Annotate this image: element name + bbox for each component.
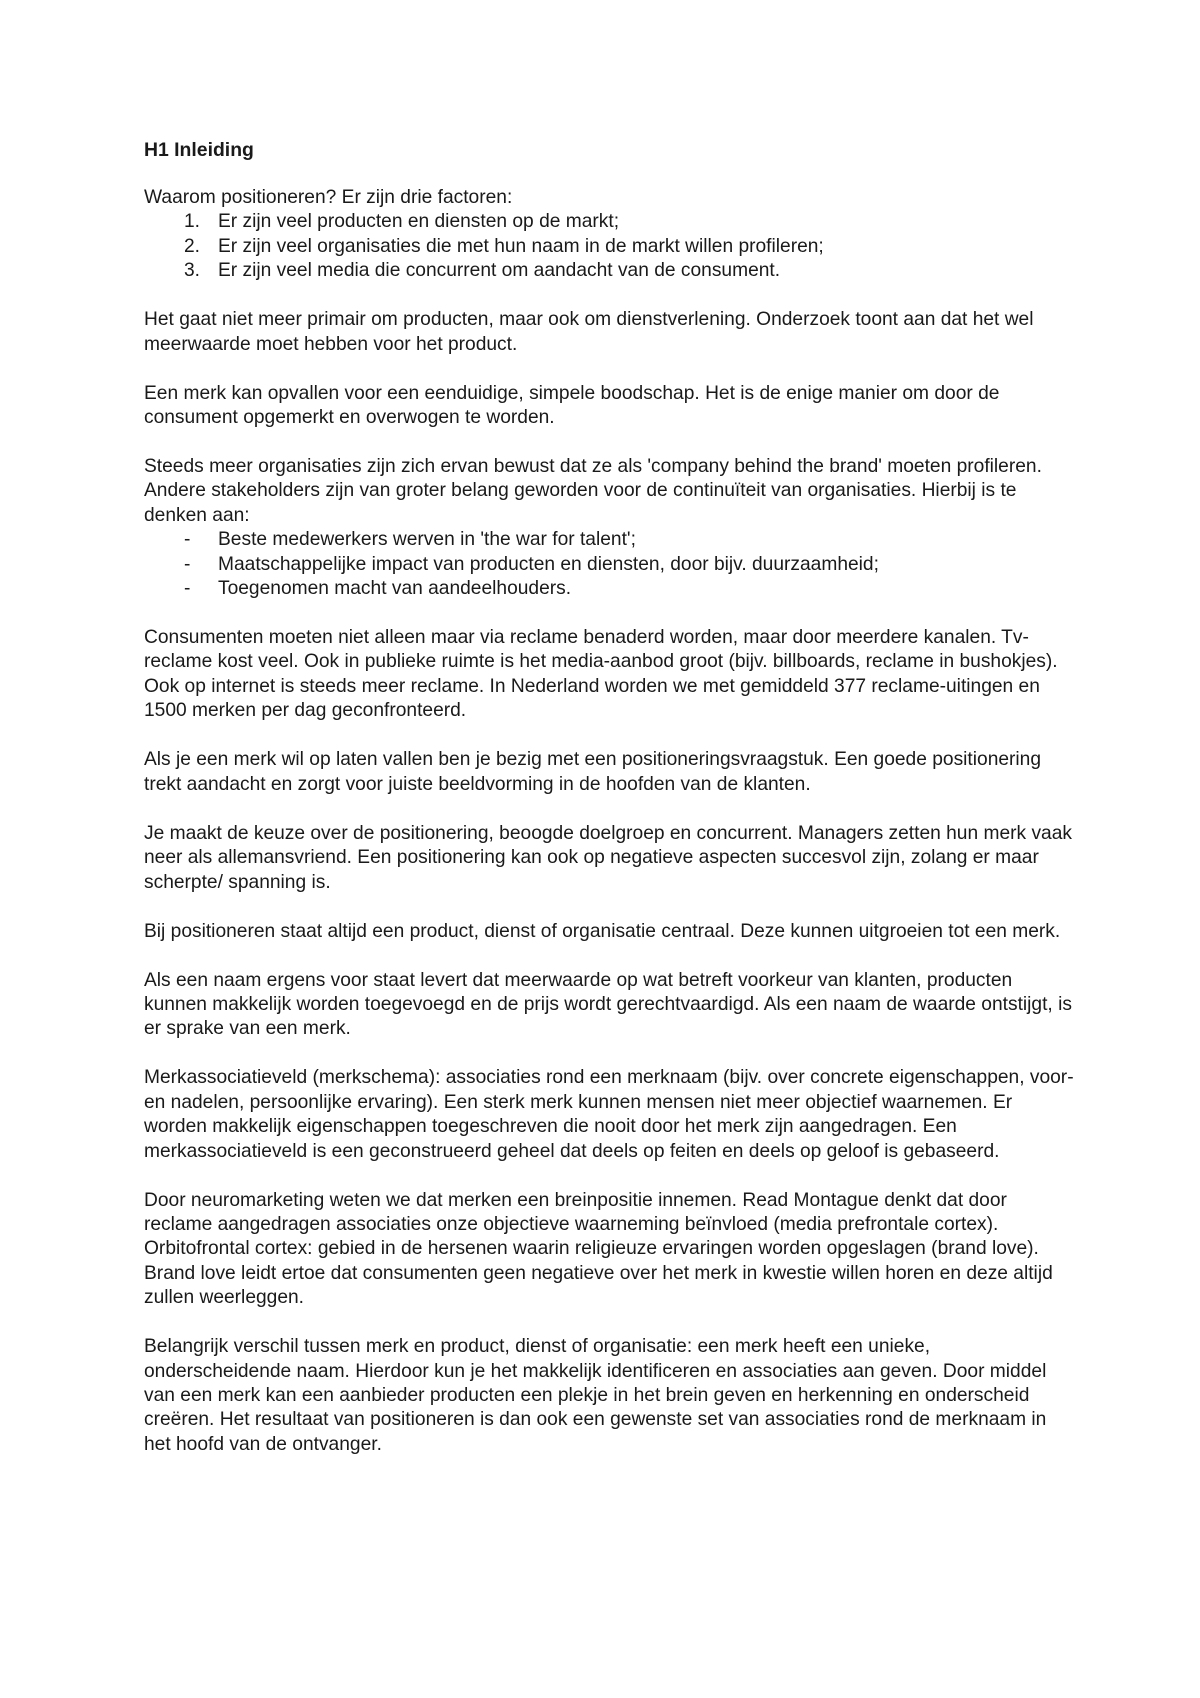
list-item-text: Er zijn veel media die concurrent om aandacht van de consument.	[218, 260, 781, 282]
list-number: 1.	[184, 211, 201, 233]
factors-list	[144, 210, 1074, 283]
paragraph-channels: Consumenten moeten niet alleen maar via reclame benaderd worden, maar door meerdere kanalen. Tv-reclame kost veel. Ook in publieke ruimte is het media-aanbod groot (bijv. billboards, reclame in bushokjes). Ook op internet is steeds meer reclame. In Nederland worden we met gemiddeld 377 reclame-uitingen en 1500 merken per dag geconfronteerd.	[144, 627, 1058, 722]
list-item	[144, 528, 1074, 552]
list-item	[144, 553, 1074, 577]
list-item-text: Er zijn veel organisaties die met hun naam in de markt willen profileren;	[218, 235, 824, 257]
paragraph-brand-vs-product: Belangrijk verschil tussen merk en product, dienst of organisatie: een merk heeft een unieke, onderscheidende naam. Hierdoor kun je het makkelijk identificeren en associaties aan geven. Door middel van een merk kan een aanbieder producten een plekje in het brein geven en herkenning en onderscheid creëren. Het resultaat van positioneren is dan ook een gewenste set van associaties rond de merknaam in het hoofd van de ontvanger.	[144, 1336, 1047, 1455]
paragraph-simple-message: Een merk kan opvallen voor een eenduidige, simpele boodschap. Het is de enige manier om door de consument opgemerkt en overwogen te worden.	[144, 382, 1000, 429]
list-number: 3.	[184, 260, 201, 282]
list-item	[144, 577, 1074, 601]
paragraph-positioning-question: Als je een merk wil op laten vallen ben je bezig met een positioneringsvraagstuk. Een goede positionering trekt aandacht en zorgt voor juiste beeldvorming in de hoofden van de klanten.	[144, 749, 1042, 795]
paragraph-services: Het gaat niet meer primair om producten, maar ook om dienstverlening. Onderzoek toont aan dat het wel meerwaarde moet hebben voor het product.	[144, 309, 1034, 355]
paragraph-neuromarketing: Door neuromarketing weten we dat merken een breinpositie innemen. Read Montague denkt dat door reclame aangedragen associaties onze objectieve waarneming beïnvloed (media prefrontale cortex). Orbitofrontal cortex: gebied in de hersenen waarin religieuze ervaringen worden opgeslagen (brand love). Brand love leidt ertoe dat consumenten geen negatieve over het merk in kwestie willen horen en deze altijd zullen weerleggen.	[144, 1189, 1053, 1309]
list-item	[144, 259, 1074, 283]
intro-paragraph: Waarom positioneren? Er zijn drie factoren:	[144, 187, 513, 208]
list-item-text: Beste medewerkers werven in 'the war for talent';	[218, 529, 636, 551]
paragraph-central-subject: Bij positioneren staat altijd een product, dienst of organisatie centraal. Deze kunnen uitgroeien tot een merk.	[144, 920, 1061, 942]
list-dash: -	[184, 529, 191, 551]
list-item-text: Toegenomen macht van aandeelhouders.	[218, 578, 572, 600]
list-item	[144, 235, 1074, 259]
paragraph-positioning-choice: Je maakt de keuze over de positionering, beoogde doelgroep en concurrent. Managers zetten hun merk vaak neer als allemansvriend. Een positionering kan ook op negatieve aspecten succesvol zijn, zolang er maar scherpte/ spanning is.	[144, 822, 1072, 893]
list-number: 2.	[184, 235, 201, 257]
list-item	[144, 210, 1074, 234]
paragraph-company-behind-brand: Steeds meer organisaties zijn zich ervan bewust dat ze als 'company behind the brand' moeten profileren. Andere stakeholders zijn van groter belang geworden voor de continuïteit van organisaties. Hierbij is te denken aan:	[144, 456, 1042, 526]
list-dash: -	[184, 578, 191, 600]
paragraph-added-value: Als een naam ergens voor staat levert dat meerwaarde op wat betreft voorkeur van klanten, producten kunnen makkelijk worden toegevoegd en de prijs wordt gerechtvaardigd. Als een naam de waarde ontstijgt, is er sprake van een merk.	[144, 969, 1072, 1040]
list-item-text: Er zijn veel producten en diensten op de markt;	[218, 211, 620, 233]
list-dash: -	[184, 553, 191, 575]
paragraph-brand-association-field: Merkassociatieveld (merkschema): associaties rond een merknaam (bijv. over concrete eigenschappen, voor- en nadelen, persoonlijke ervaring). Een sterk merk kunnen mensen niet meer objectief waarnemen. Er worden makkelijk eigenschappen toegeschreven die nooit door het merk zijn aangedragen. Een merkassociatieveld is een geconstrueerd geheel dat deels op feiten en deels op geloof is gebaseerd.	[144, 1067, 1074, 1162]
stakeholders-list	[144, 528, 1074, 601]
document-page	[144, 138, 1074, 1482]
list-item-text: Maatschappelijke impact van producten en diensten, door bijv. duurzaamheid;	[218, 553, 879, 575]
chapter-heading: H1 Inleiding	[144, 139, 254, 161]
